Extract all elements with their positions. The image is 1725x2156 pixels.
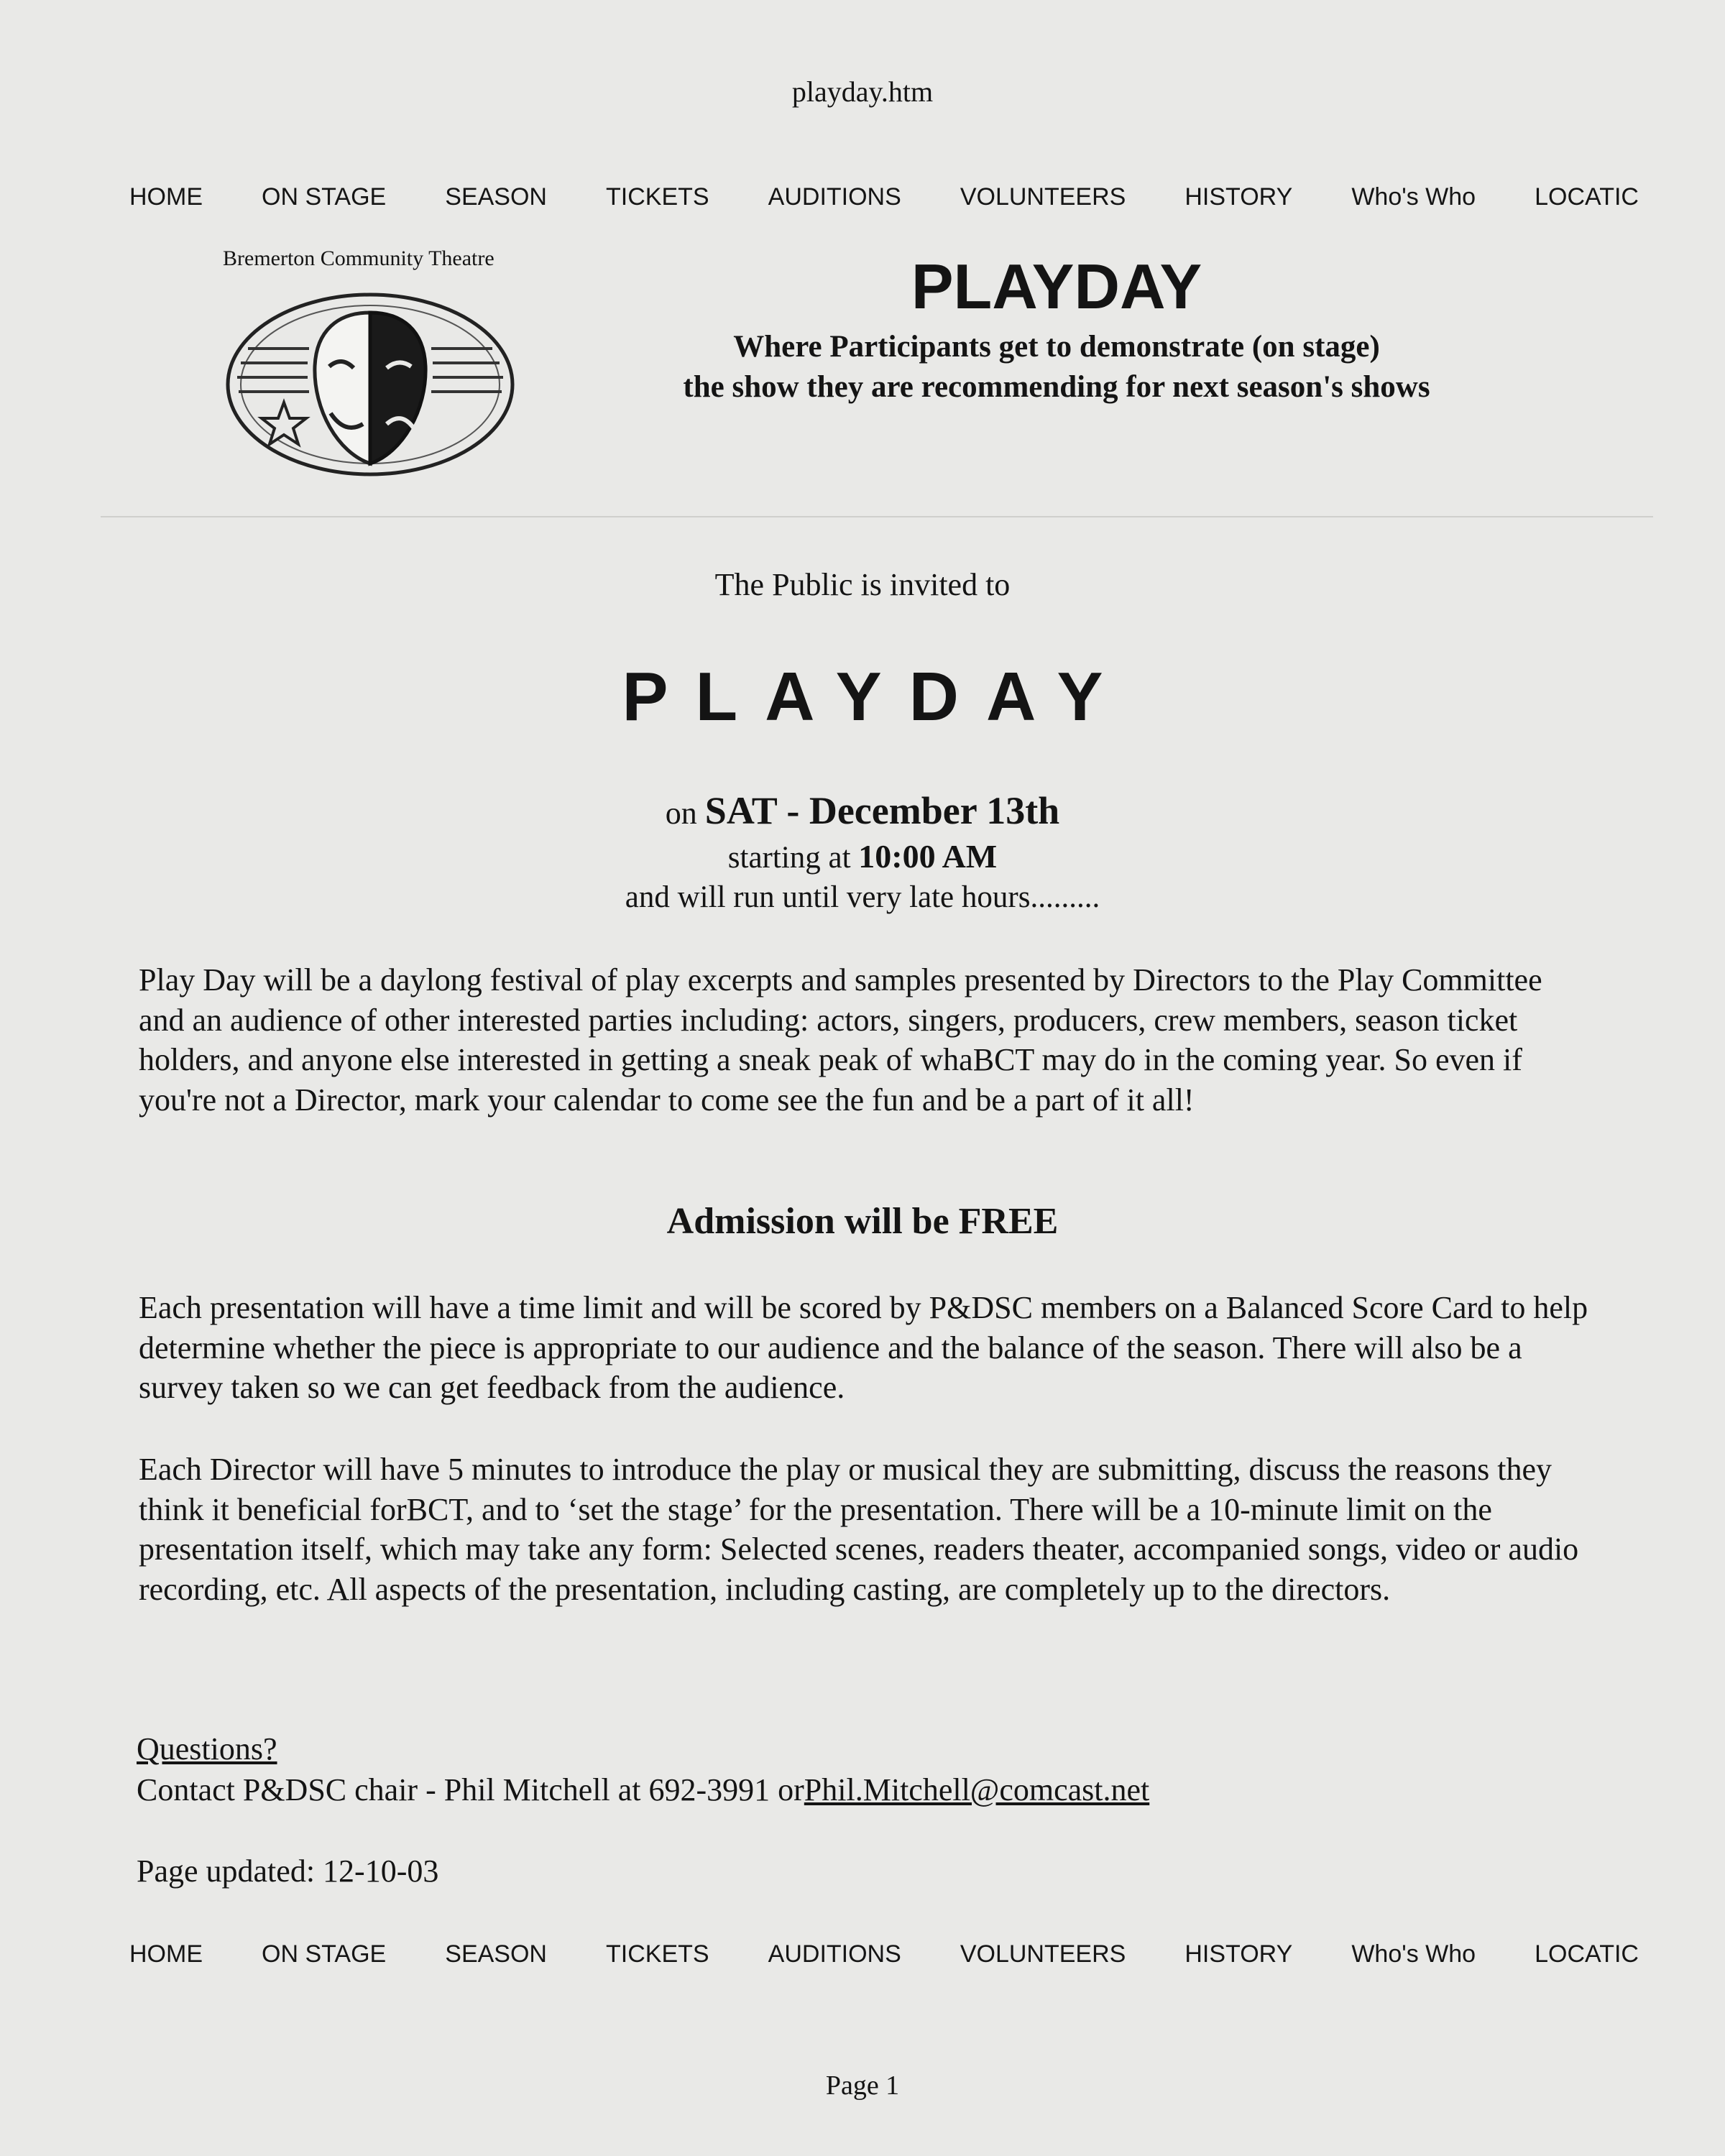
scoring-paragraph: Each presentation will have a time limit and will be scored by P&DSC members on a Balanced Score Card to help determine whether the piece is appropriate to our audience and the balance of the season. There will also be a survey taken so we can get feedback from the audience. <box>139 1290 1588 1405</box>
nav-location[interactable]: LOCATIC <box>1535 1940 1639 1968</box>
contact-email-link[interactable]: Phil.Mitchell@comcast.net <box>804 1772 1150 1807</box>
invite-text: The Public is invited to <box>714 567 1011 602</box>
event-date: SAT - December 13th <box>704 789 1060 832</box>
logo-caption: Bremerton Community Theatre <box>223 247 494 270</box>
event-run-line: and will run until very late hours......... <box>625 880 1100 914</box>
admission-heading: Admission will be FREE <box>666 1201 1059 1242</box>
page-number: Page 1 <box>825 2070 900 2101</box>
nav-location[interactable]: LOCATIC <box>1535 183 1639 211</box>
page-updated: Page updated: 12-10-03 <box>137 1853 439 1889</box>
nav-tickets[interactable]: TICKETS <box>606 1940 709 1968</box>
nav-auditions[interactable]: AUDITIONS <box>768 1940 901 1968</box>
header-divider <box>101 516 1653 517</box>
page-file-title: playday.htm <box>791 75 934 108</box>
questions-label: Questions? <box>137 1731 277 1766</box>
header-title: PLAYDAY <box>911 251 1202 322</box>
contact-line <box>137 1772 1149 1808</box>
nav-volunteers[interactable]: VOLUNTEERS <box>960 1940 1126 1968</box>
nav-season[interactable]: SEASON <box>445 1940 547 1968</box>
nav-tickets[interactable]: TICKETS <box>606 183 709 211</box>
event-time-line <box>0 837 1725 875</box>
nav-season[interactable]: SEASON <box>445 183 547 211</box>
contact-text: Contact P&DSC chair - Phil Mitchell at 692-3991 or <box>137 1772 804 1807</box>
header-subtitle-line-2: the show they are recommending for next season's shows <box>683 370 1430 404</box>
event-time: 10:00 AM <box>858 838 998 875</box>
nav-on-stage[interactable]: ON STAGE <box>262 1940 387 1968</box>
header-subtitle-line-1: Where Participants get to demonstrate (on stage) <box>733 330 1380 364</box>
event-title: PLAYDAY <box>622 658 1131 735</box>
theatre-mask-logo-icon[interactable] <box>223 287 518 482</box>
nav-whos-who[interactable]: Who's Who <box>1351 183 1476 211</box>
nav-on-stage[interactable]: ON STAGE <box>262 183 387 211</box>
nav-home[interactable]: HOME <box>129 183 203 211</box>
intro-paragraph: Play Day will be a daylong festival of play excerpts and samples presented by Directors to the Play Committee and an audience of other interested parties including: actors, singers, producers, crew members, season ticket holders, and anyone else interested in getting a sneak peak of whaBCT may do in the coming year. So even if you're not a Director, mark your calendar to come see the fun and be a part of it all! <box>139 962 1542 1118</box>
top-nav <box>129 183 1639 226</box>
nav-history[interactable]: HISTORY <box>1184 183 1293 211</box>
date-prefix: on <box>665 796 697 831</box>
header-subtitle <box>589 327 1524 407</box>
nav-history[interactable]: HISTORY <box>1184 1940 1293 1968</box>
event-date-line <box>0 788 1725 833</box>
time-prefix: starting at <box>727 841 851 875</box>
bottom-nav <box>129 1940 1639 1984</box>
nav-whos-who[interactable]: Who's Who <box>1351 1940 1476 1968</box>
nav-volunteers[interactable]: VOLUNTEERS <box>960 183 1126 211</box>
nav-home[interactable]: HOME <box>129 1940 203 1968</box>
nav-auditions[interactable]: AUDITIONS <box>768 183 901 211</box>
director-paragraph: Each Director will have 5 minutes to introduce the play or musical they are submitting, discuss the reasons they think it beneficial forBCT, and to ‘set the stage’ for the presentation. There will be a 10-minute limit on the presentation itself, which may take any form: Selected scenes, readers theater, accompanied songs, video or audio recording, etc. All aspects of the presentation, including casting, are completely up to the directors. <box>139 1452 1579 1607</box>
